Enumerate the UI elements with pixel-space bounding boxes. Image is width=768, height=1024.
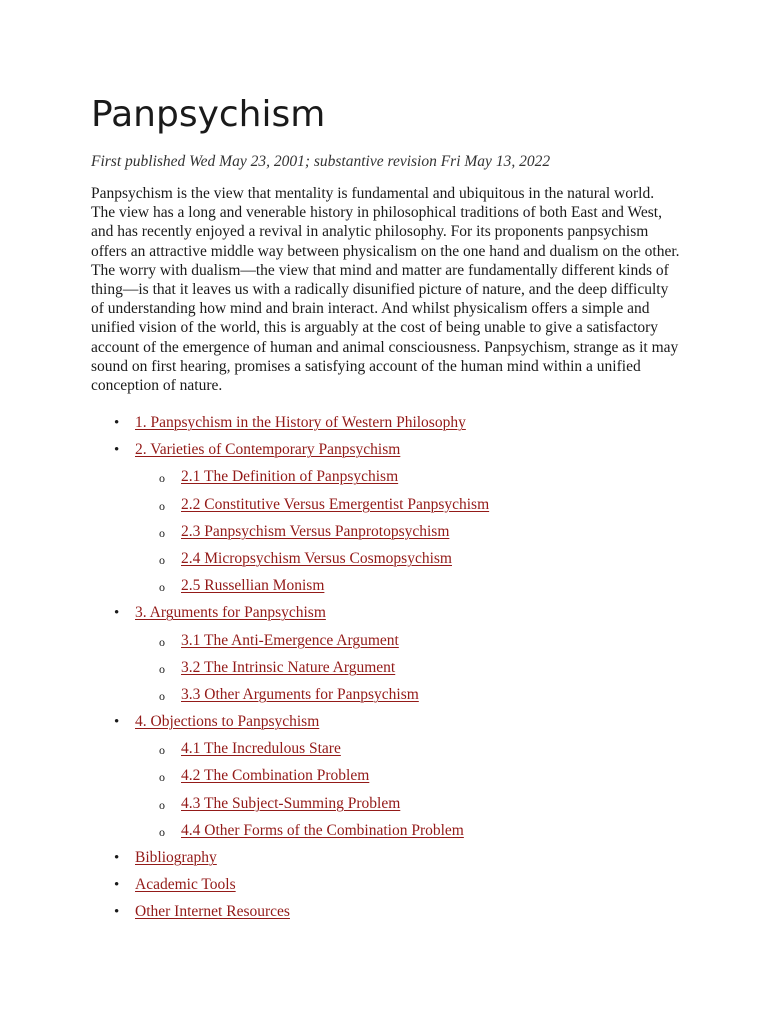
toc-link-2-5[interactable]: 2.5 Russellian Monism (181, 577, 325, 595)
toc-link-2-4[interactable]: 2.4 Micropsychism Versus Cosmopsychism (181, 549, 452, 567)
toc-link-2-1[interactable]: 2.1 The Definition of Panpsychism (181, 468, 399, 486)
toc-subitem (91, 549, 691, 576)
toc-link-4-1[interactable]: 4.1 The Incredulous Stare (181, 740, 341, 758)
bullet-circle-icon: o (159, 743, 165, 758)
toc-subitem (91, 631, 691, 658)
bullet-circle-icon: o (159, 770, 165, 785)
bullet-disc-icon: • (114, 442, 120, 459)
toc-link-3-2[interactable]: 3.2 The Intrinsic Nature Argument (181, 658, 396, 676)
bullet-circle-icon: o (159, 552, 165, 567)
toc-subitem (91, 467, 691, 494)
toc-link-4-4[interactable]: 4.4 Other Forms of the Combination Problem (181, 821, 464, 839)
bullet-disc-icon: • (114, 850, 120, 866)
toc-link-bibliography[interactable]: Bibliography (135, 849, 217, 866)
toc-item (91, 902, 691, 929)
bullet-circle-icon: o (159, 634, 165, 649)
toc-subitem (91, 766, 691, 793)
bullet-disc-icon: • (114, 904, 120, 921)
bullet-circle-icon: o (159, 471, 165, 486)
toc-subitem (91, 658, 691, 685)
toc-item (91, 712, 691, 739)
bullet-circle-icon: o (159, 688, 165, 703)
toc-subitem (91, 739, 691, 766)
toc-link-2-2[interactable]: 2.2 Constitutive Versus Emergentist Panpsychism (181, 495, 490, 513)
bullet-disc-icon: • (114, 714, 120, 731)
toc-link-2-3[interactable]: 2.3 Panpsychism Versus Panprotopsychism (181, 522, 450, 540)
toc-link-3[interactable]: 3. Arguments for Panpsychism (135, 604, 326, 622)
toc-subitem (91, 821, 691, 848)
toc-link-4[interactable]: 4. Objections to Panpsychism (135, 713, 320, 731)
toc-subitem (91, 495, 691, 522)
toc-link-1[interactable]: 1. Panpsychism in the History of Western Philosophy (135, 414, 466, 431)
toc-item (91, 440, 691, 467)
bullet-disc-icon: • (114, 605, 120, 622)
toc-link-academic-tools[interactable]: Academic Tools (135, 876, 236, 894)
toc-subitem (91, 576, 691, 603)
bullet-circle-icon: o (159, 525, 165, 540)
bullet-circle-icon: o (159, 498, 165, 513)
toc-subitem (91, 522, 691, 549)
bullet-circle-icon: o (159, 580, 165, 595)
bullet-circle-icon: o (159, 824, 165, 839)
page-title: Panpsychism (91, 94, 326, 135)
toc-subitem (91, 794, 691, 821)
toc-link-other-internet-resources[interactable]: Other Internet Resources (135, 903, 290, 921)
publication-info: First published Wed May 23, 2001; substantive revision Fri May 13, 2022 (91, 153, 551, 170)
bullet-disc-icon: • (114, 877, 120, 894)
toc-subitem (91, 685, 691, 712)
toc-item (91, 413, 691, 440)
bullet-circle-icon: o (159, 661, 165, 676)
bullet-disc-icon: • (114, 415, 120, 431)
toc-link-2[interactable]: 2. Varieties of Contemporary Panpsychism (135, 441, 401, 459)
toc-link-3-1[interactable]: 3.1 The Anti-Emergence Argument (181, 631, 399, 649)
preamble-paragraph: Panpsychism is the view that mentality is fundamental and ubiquitous in the natural world. The view has a long and venerable history in philosophical traditions of both East and West, and has recently enjoyed a revival in analytic philosophy. For its proponents panpsychism offers an attractive middle way between physicalism on the one hand and dualism on the other. The worry with dualism—the view that mind and matter are fundamentally different kinds of thing—is that it leaves us with a radically disunified picture of nature, and the deep difficulty of understanding how mind and brain interact. And whilst physicalism offers a simple and unified vision of the world, this is arguably at the cost of being unable to give a satisfactory account of the emergence of human and animal consciousness. Panpsychism, strange as it may sound on first hearing, promises a satisfying account of the human mind within a unified conception of nature. (91, 185, 680, 395)
toc-item (91, 603, 691, 630)
table-of-contents (91, 413, 691, 930)
bullet-circle-icon: o (159, 797, 165, 812)
toc-item (91, 875, 691, 902)
toc-link-4-3[interactable]: 4.3 The Subject-Summing Problem (181, 794, 401, 812)
toc-link-3-3[interactable]: 3.3 Other Arguments for Panpsychism (181, 685, 419, 703)
toc-link-4-2[interactable]: 4.2 The Combination Problem (181, 767, 370, 785)
toc-item (91, 848, 691, 875)
